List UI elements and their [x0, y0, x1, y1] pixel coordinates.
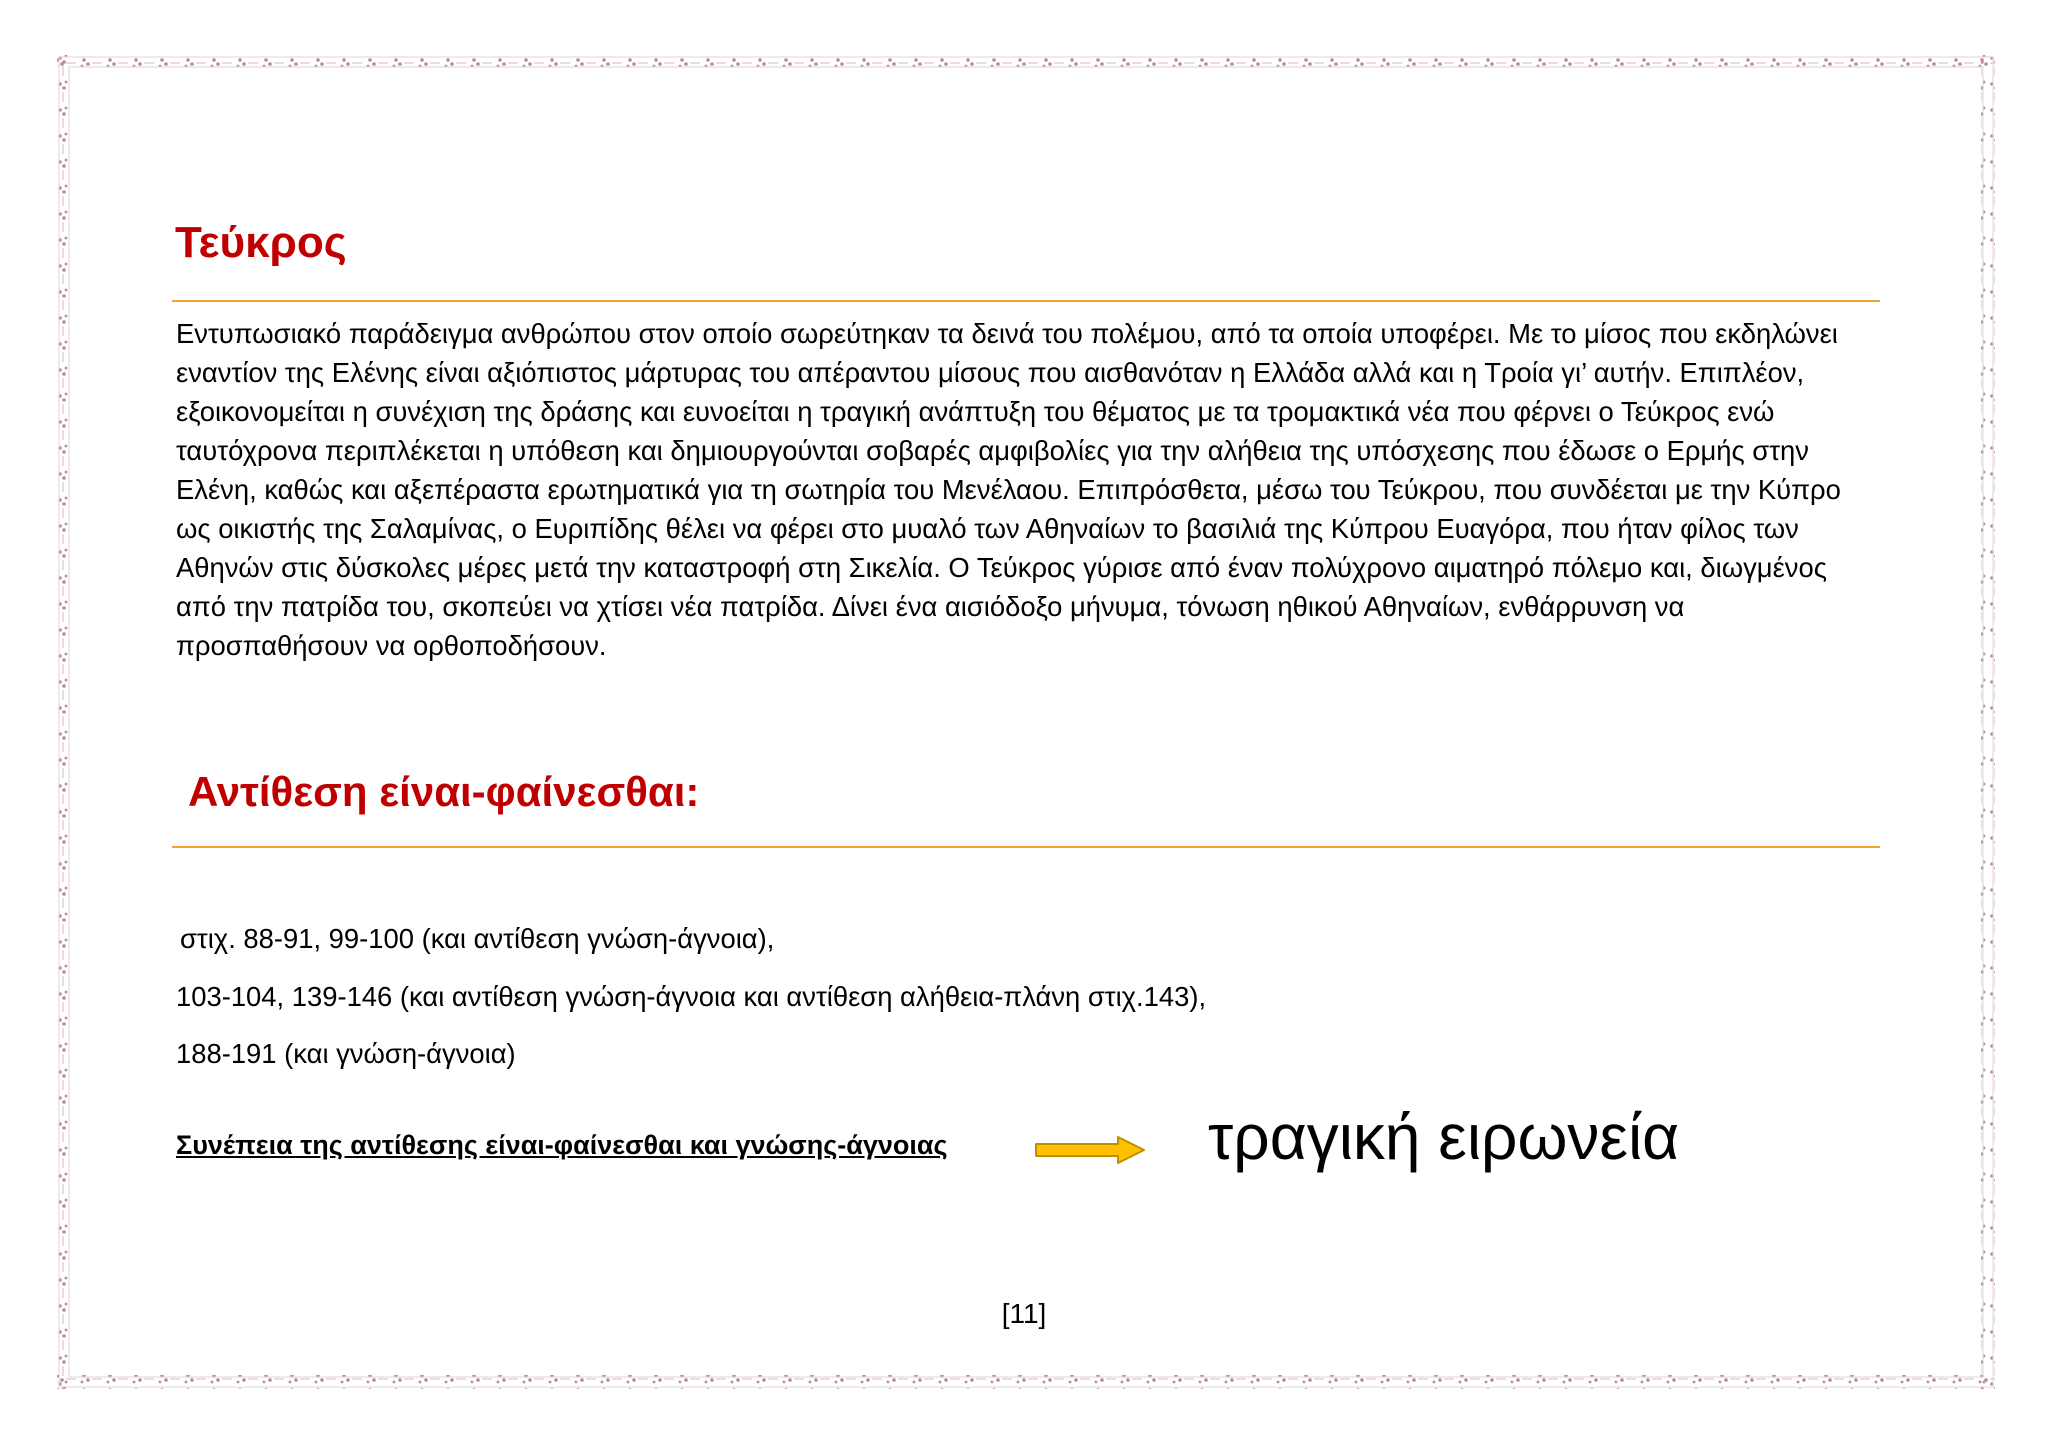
verse-reference-line: 103-104, 139-146 (και αντίθεση γνώση-άγνοια και αντίθεση αλήθεια-πλάνη στιχ.143),: [176, 981, 1207, 1012]
consequence-label: Συνέπεια της αντίθεσης είναι-φαίνεσθαι και γνώσης-άγνοιας: [176, 1130, 948, 1160]
right-arrow-icon: [1034, 1135, 1146, 1165]
section-divider: [172, 846, 1880, 848]
page-number: [11]: [1001, 1298, 1047, 1329]
section-title-antithesis: Αντίθεση είναι-φαίνεσθαι:: [188, 768, 700, 815]
verse-reference-line: 188-191 (και γνώση-άγνοια): [176, 1038, 516, 1069]
section-title-teukros: Τεύκρος: [175, 218, 347, 267]
section-divider: [172, 300, 1880, 302]
verse-reference-line: στιχ. 88-91, 99-100 (και αντίθεση γνώση-άγνοια),: [180, 923, 775, 954]
tragic-irony-term: τραγική ειρωνεία: [1208, 1101, 1680, 1173]
teukros-paragraph: Εντυπωσιακό παράδειγμα ανθρώπου στον οποίο σωρεύτηκαν τα δεινά του πολέμου, από τα οποία υποφέρει. Με το μίσος που εκδηλώνει εναντίον της Ελένης είναι αξιόπιστος μάρτυρας του απέραντου μίσους που αισθανόταν η Ελλάδα αλλά και η Τροία γι’ αυτήν. Επιπλέον, εξοικονομείται η συνέχιση της δράσης και ευνοείται η τραγική ανάπτυξη του θέματος με τα τρομακτικά νέα που φέρνει ο Τεύκρος ενώ ταυτόχρονα περιπλέκεται η υπόθεση και δημιουργούνται σοβαρές αμφιβολίες για την αλήθεια της υπόσχεσης που έδωσε ο Ερμής στην Ελένη, καθώς και αξεπέραστα ερωτηματικά για τη σωτηρία του Μενέλαου. Επιπρόσθετα, μέσω του Τεύκρου, που συνδέεται με την Κύπρο ως οικιστής της Σαλαμίνας, ο Ευριπίδης θέλει να φέρει στο μυαλό των Αθηναίων το βασιλιά της Κύπρου Ευαγόρα, που ήταν φίλος των Αθηνών στις δύσκολες μέρες μετά την καταστροφή στη Σικελία. Ο Τεύκρος γύρισε από έναν πολύχρονο αιματηρό πόλεμο και, διωγμένος από την πατρίδα του, σκοπεύει να χτίσει νέα πατρίδα. Δίνει ένα αισιόδοξο μήνυμα, τόνωση ηθικού Αθηναίων, ενθάρρυνση να προσπαθήσουν να ορθοποδήσουν.: [176, 318, 1841, 661]
